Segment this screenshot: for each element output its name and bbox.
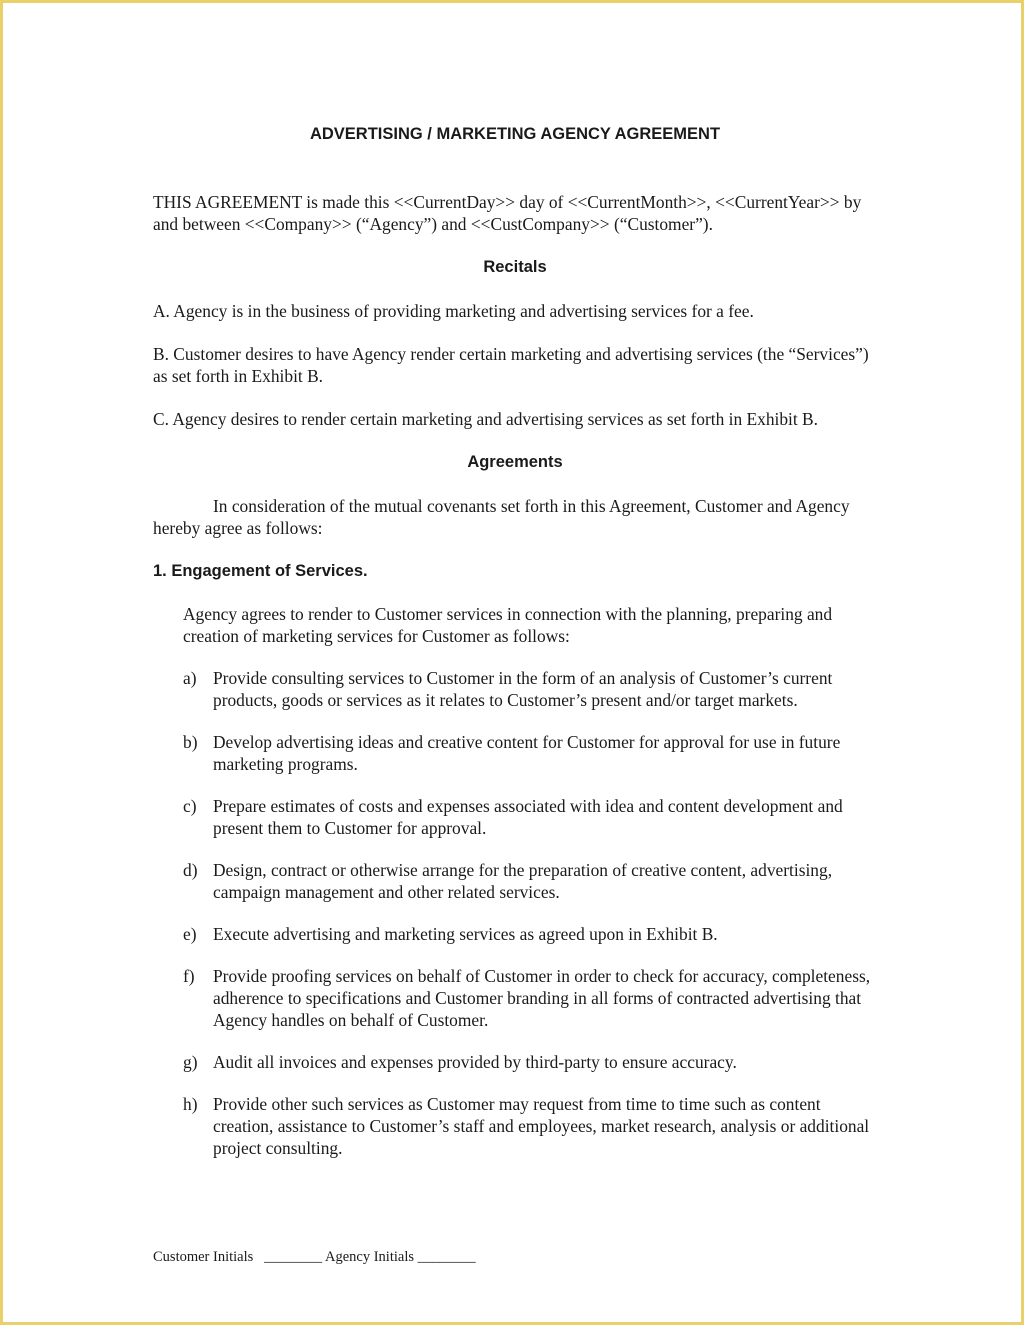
list-marker: b) [183, 732, 198, 752]
list-marker: h) [183, 1094, 198, 1114]
list-marker: d) [183, 860, 198, 880]
recitals-heading: Recitals [483, 258, 547, 276]
agreements-heading: Agreements [467, 453, 563, 471]
list-marker: a) [183, 668, 197, 688]
list-item-text: Prepare estimates of costs and expenses associated with idea and content development and present them to Customer for approval. [213, 796, 843, 838]
list-marker: e) [183, 924, 197, 944]
recital-a: A. Agency is in the business of providing marketing and advertising services for a fee. [153, 301, 754, 321]
list-item-text: Provide proofing services on behalf of Customer in order to check for accuracy, completeness, adherence to specifications and Customer branding in all forms of contracted advertising that Agency handles on behalf of Customer. [213, 966, 871, 1030]
list-item-text: Execute advertising and marketing services as agreed upon in Exhibit B. [213, 924, 718, 944]
list-marker: g) [183, 1052, 198, 1072]
list-item-text: Develop advertising ideas and creative content for Customer for approval for use in future marketing programs. [213, 732, 841, 774]
recital-b: B. Customer desires to have Agency render certain marketing and advertising services (the “Services”) as set forth in Exhibit B. [153, 344, 869, 386]
customer-initials-line: Customer Initials ________ [153, 1249, 323, 1265]
list-item [183, 859, 877, 903]
recital-c: C. Agency desires to render certain marketing and advertising services as set forth in Exhibit B. [153, 409, 819, 429]
section-1-heading: 1. Engagement of Services. [153, 562, 368, 580]
list-item [183, 667, 877, 711]
list-item-text: Design, contract or otherwise arrange for the preparation of creative content, advertising, campaign management and other related services. [213, 860, 833, 902]
agency-initials-line: Agency Initials ________ [325, 1249, 476, 1265]
document-title: ADVERTISING / MARKETING AGENCY AGREEMENT [309, 125, 721, 143]
list-item [183, 731, 877, 775]
services-list [183, 667, 877, 1159]
list-item-text: Provide consulting services to Customer in the form of an analysis of Customer’s current products, goods or services as it relates to Customer’s present and/or target markets. [213, 668, 833, 710]
list-item [183, 965, 877, 1031]
section-1-intro: Agency agrees to render to Customer services in connection with the planning, preparing and creation of marketing services for Customer as follows: [183, 604, 833, 646]
list-item-text: Audit all invoices and expenses provided by third-party to ensure accuracy. [213, 1052, 737, 1072]
list-item-text: Provide other such services as Customer may request from time to time such as content creation, assistance to Customer’s staff and employees, market research, analysis or additional project consulting. [213, 1094, 870, 1158]
agreements-intro: In consideration of the mutual covenants set forth in this Agreement, Customer and Agency hereby agree as follows: [153, 496, 850, 538]
list-item [183, 1051, 877, 1073]
list-marker: c) [183, 796, 197, 816]
list-item [183, 1093, 877, 1159]
list-marker: f) [183, 966, 195, 986]
intro-paragraph: THIS AGREEMENT is made this <<CurrentDay>> day of <<CurrentMonth>>, <<CurrentYear>> by and between <<Company>> (“Agency”) and <<CustCompany>> (“Customer”). [153, 192, 862, 234]
list-item [183, 795, 877, 839]
initials-footer [153, 1249, 476, 1266]
list-item [183, 923, 877, 945]
agreement-document [153, 121, 877, 1179]
